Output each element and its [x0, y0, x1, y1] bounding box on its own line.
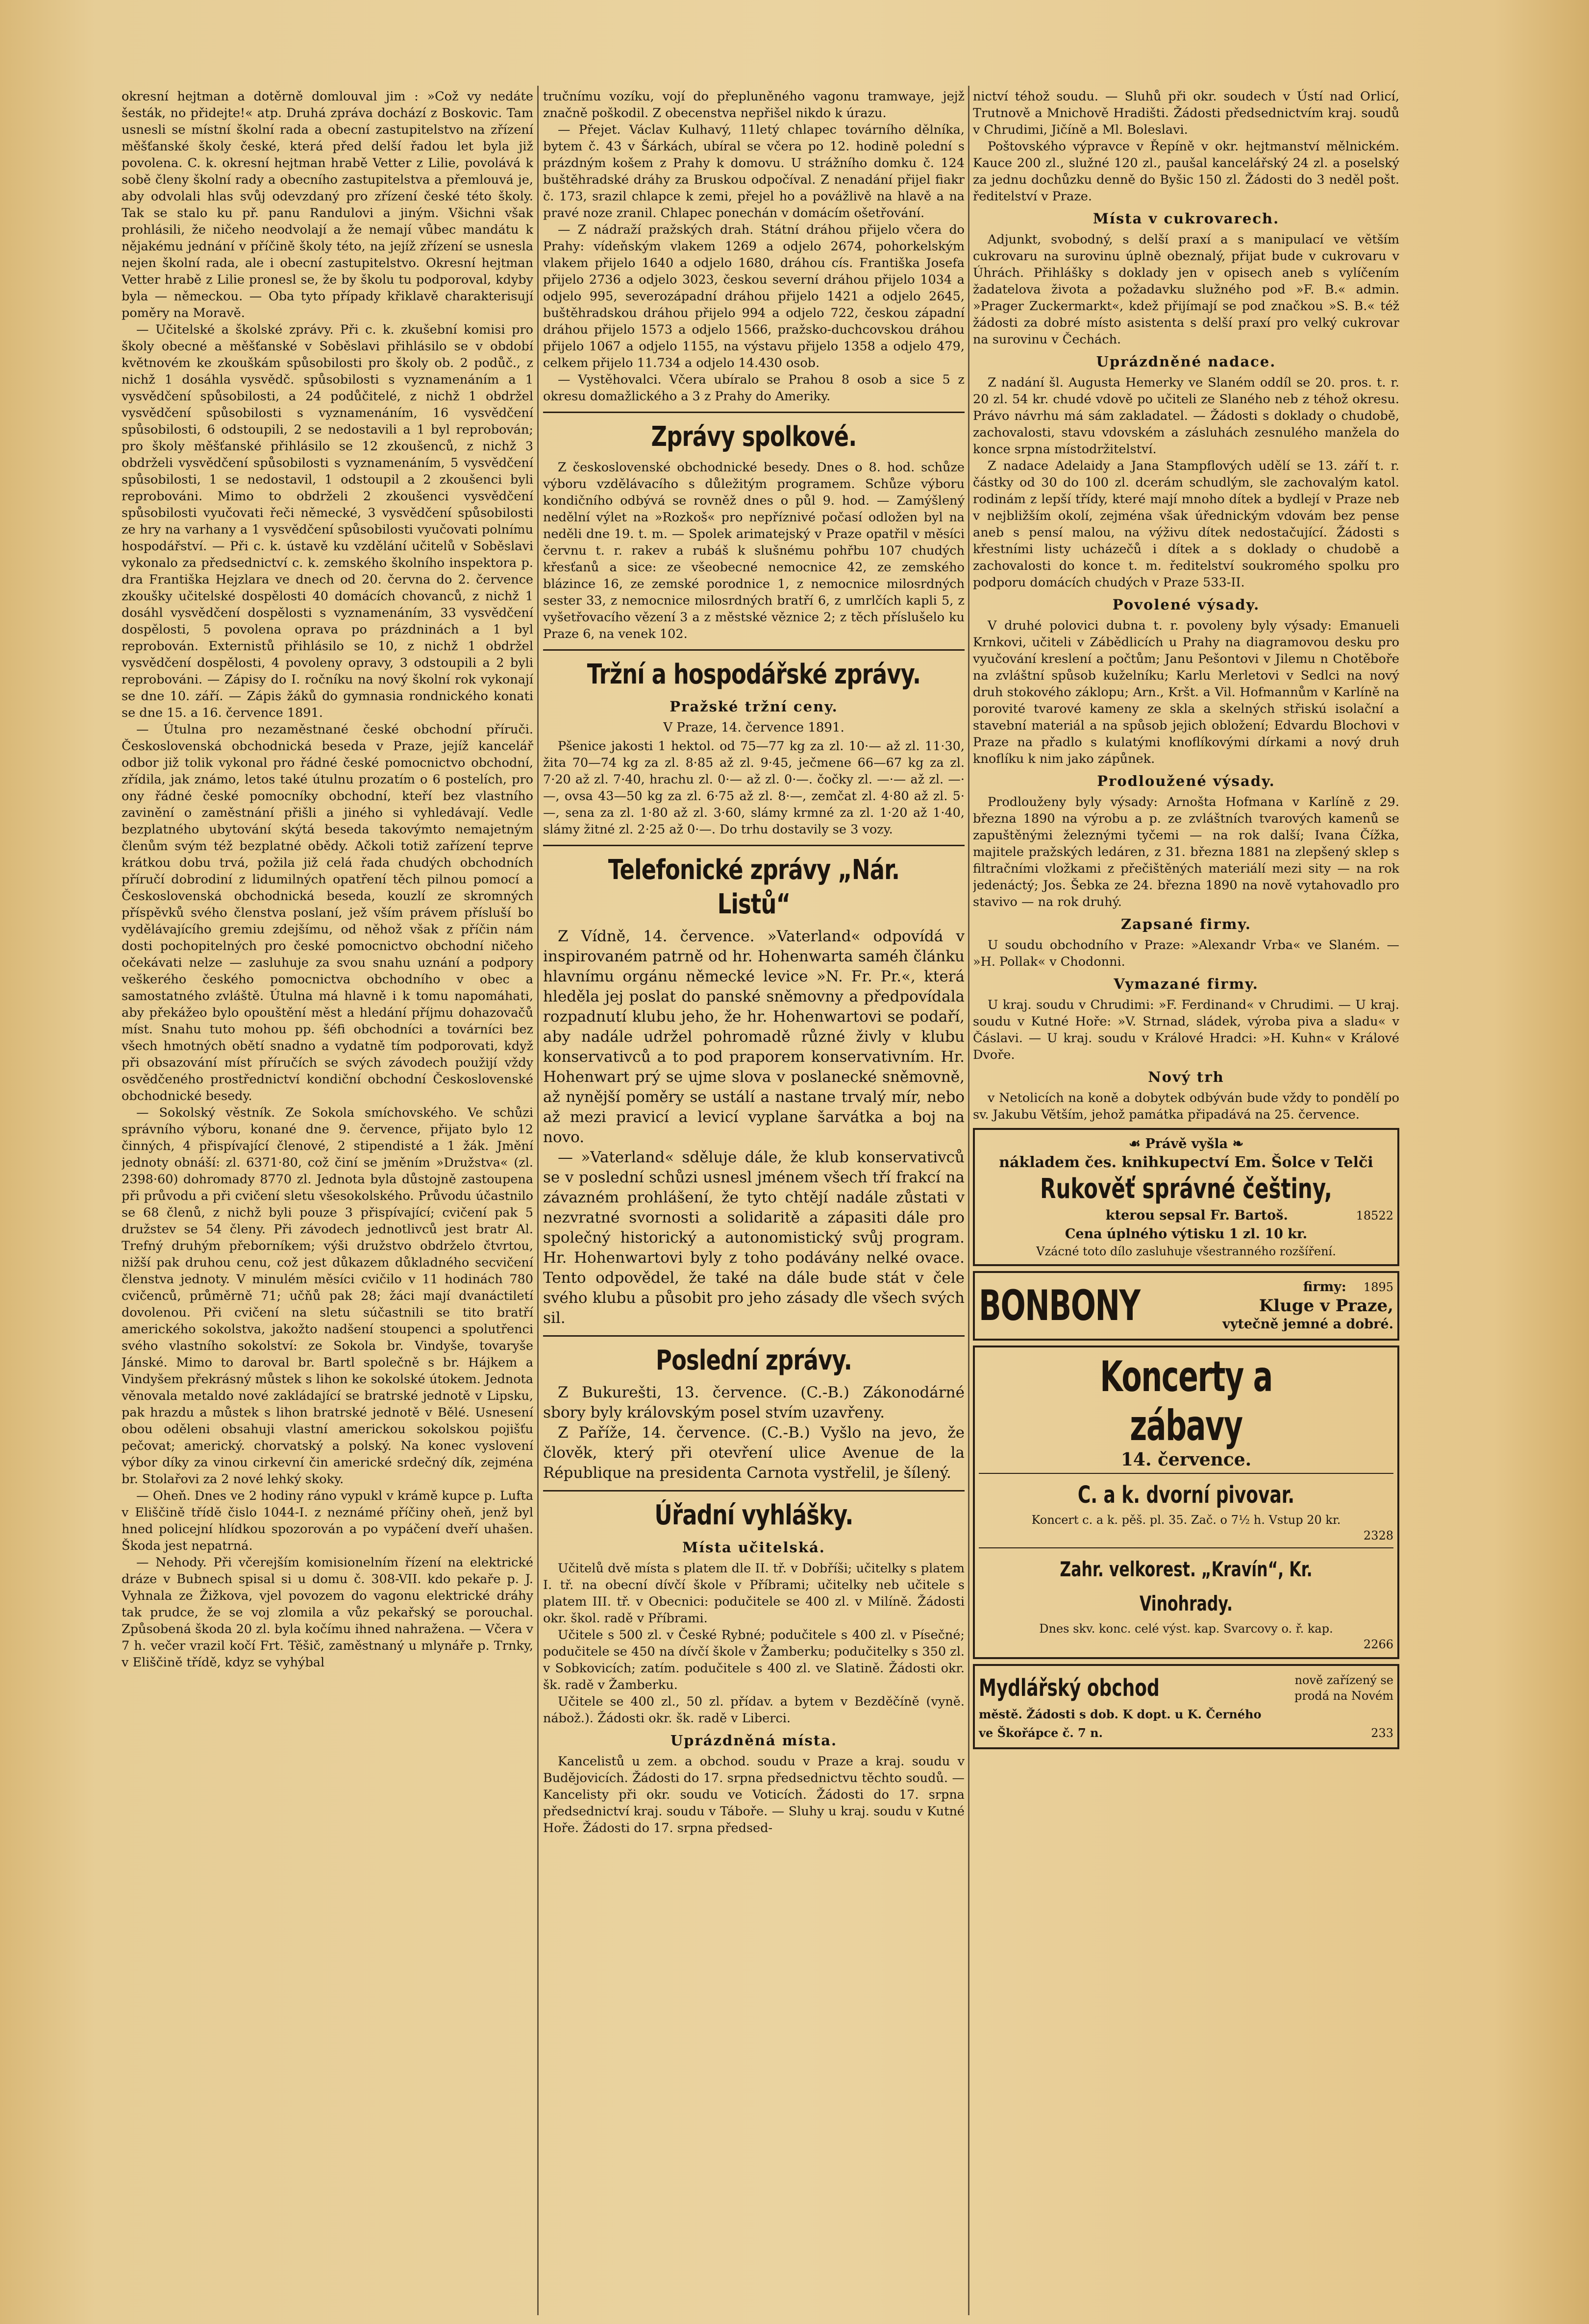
article-text: v Netolicích na koně a dobytek odbýván bude vždy to pondělí po sv. Jakubu Větším, jehož památka připadává na 25. července.: [973, 1091, 1399, 1122]
section-heading: Telefonické zprávy „Nár. Listů“: [608, 854, 900, 920]
subheading: Místa učitelská.: [682, 1539, 825, 1556]
ad-line: nákladem čes. knihkupectví Em. Šolce v Telči: [999, 1154, 1373, 1171]
article-text: Učitele s 500 zl. v České Rybné; podučitele s 400 zl. v Písečné; podučitele se 450 na dívčí škole v Žamberku; podučitelky s 350 zl. v Sobkovicích; zatím. podučitele s 400 zl. ve Slatině. Žádosti okr. šk. radě v Žamberku.: [543, 1628, 965, 1692]
article-text: Z československé obchodnické besedy. Dnes o 8. hod. schůze výboru vzdělávacího s důležitým programem. Schůze výboru kondičního odbývá se rovněž dnes o půl 9. hod. — Zamýšlený nedělní výlet na »Rozkoš« pro nepříznivé počasí odložen byl na neděli dne 19. t. m. — Spolek arimatejský v Praze opatřil v měsíci červnu t. r. rakev a rubáš k slušnému pohřbu 107 chudých křesťanů a sice: ze všeobecné nemocnice 42, ze zemského blázince 16, ze zemské porodnice 1, z nemocnice milosrdných sester 33, z nemocnice milosrdných bratří 6, z umrlčích kapli 5, z vyšetřovacího vězení 3 a z městské věznice 2; z těch příslušelo ku Praze 6, na venek 102.: [543, 460, 965, 641]
article-text: Učitelů dvě místa s platem dle II. tř. v Dobříši; učitelky s platem I. tř. na obecní dívčí škole v Příbrami; učitelky neb učitele s platem III. tř. v Obecnici: podučitele se 400 zl. v Milíně. Žádosti okr. škol. radě v Příbrami.: [543, 1561, 965, 1626]
ad-row: [979, 1671, 1393, 1705]
ad-number: 1895: [1363, 1280, 1393, 1294]
article-text: — Sokolský věstník. Ze Sokola smíchovského. Ve schůzi správního výboru, konané dne 9. července, přijato bylo 12 činných, 4 přispívající členové, 2 stipendisté a 1 žák. Jmění jednoty obnáší: zl. 6371·80, což činí se jměním »Družstva« (zl. 2398·60) dohromady 8770 zl. Jednota byla důstojně zastoupena při průvodu a při cvičení sletu všesokolského. Průvodu účastnilo se 68 členů, z nichž byli pouze 3 přispívající; cvičení pak 5 družstev se 54 členy. Při závodech jednotlivců jest bratr Al. Trefný druhým přeborníkem; výši družstvo obdrželo čtvrtou, nižší pak druhou cenu, což jest důkazem důkladného secvičení členstva jednoty. V minulém měsíci cvičilo v 11 hodinách 780 cvičenců, průměrně 71; učňů pak 28; žáci mají dvanáctiletí dovolenou. Při cvičení na sletu súčastnili se tito bratří amerického sokolstva, jakožto nadšení stoupenci a spolutřenci svého vlastního sokolství: ze Sokola br. Vindyše, tovaryše Jánské. Mimo to daroval br. Bartl společně s br. Hájkem a Vindyšem překrásný můstek s lihon ke sokolské útokem. Jednota věnovala metaldo nové zakládající se bratrské jednotě v Lipsku, pak hrazdu a můstek s lihon bratrské jednotě v Bělé. Usnesení obou oděleni obsahuji vlastní americkou sokolskou pojišťu pečovat; americký. chorvatský a polský. Na konec vyslovení výbor díky za vinou cirkevní čin americké srdečný dík, zejména br. Stolařovi za 2 nové lehký skoky.: [122, 1105, 533, 1487]
section-heading: Úřadní vyhlášky.: [654, 1499, 853, 1531]
subheading: Pražské tržní ceny.: [670, 698, 838, 715]
ad-line: nově zařízený se: [1294, 1673, 1393, 1687]
ad-line: ve Škořápce č. 7 n.: [979, 1726, 1103, 1740]
ad-line: kterou sepsal Fr. Bartoš.: [1105, 1208, 1288, 1223]
divider: [543, 412, 965, 413]
article-text: Z Paříže, 14. července. (C.-B.) Vyšlo na jevo, že člověk, který při otevření ulice Avenue de la République na presidenta Carnota vystřelil, je šílený.: [543, 1424, 965, 1482]
subheading: Zapsané firmy.: [1120, 916, 1252, 932]
ad-line: Cena úplného výtisku 1 zl. 10 kr.: [1065, 1226, 1308, 1242]
ad-line: prodá na Novém: [1294, 1689, 1393, 1703]
article-text: U kraj. soudu v Chrudimi: »F. Ferdinand« v Chrudimi. — U kraj. soudu v Kutné Hoře: »V. Strnad, sládek, výroba piva a sladu« v Čáslavi. — U kraj. soudu v Králové Hradci: »H. Kuhn« v Králové Dvoře.: [973, 998, 1399, 1062]
ad-title: Rukověť správné češtiny,: [1040, 1173, 1332, 1205]
divider: [979, 1547, 1393, 1548]
section-heading: Zprávy spolkové.: [651, 421, 857, 453]
article-text: Pšenice jakosti 1 hektol. od 75—77 kg za zl. 10·— až zl. 11·30, žita 70—74 kg za zl. 8·85 až zl. 9·45, ječmene 66—67 kg za zl. 7·20 až zl. 7·40, hrachu zl. 0·— až zl. 0·—. čočky zl. —·— až zl. —·—, ovsa 43—50 kg za zl. 6·75 až zl. 8·—, zemčat zl. 4·80 až zl. 5·—, sena za zl. 1·80 až zl. 3·60, slámy krmné za zl. 1·20 až 1·40, slámy žitné zl. 2·25 až 0·—. Do trhu dostavily se 3 vozy.: [543, 739, 965, 837]
article-text: Učitele se 400 zl., 50 zl. přídav. a bytem v Bezděčíně (vyně. nábož.). Žádosti okr. šk. radě v Liberci.: [543, 1694, 965, 1726]
article-text: — Učitelské a školské zprávy. Při c. k. zkušební komisi pro školy obecné a měšťanské v Soběslavi přihlásilo se v období květnovém ke zkouškám spůsobilosti pro školy ob. 2 podůč., z nichž 1 dosáhla vysvědč. spůsobilosti s vyznamenáním a 1 vysvědčení spůsobilosti, a 24 podůčitelé, z nichž 1 obdržel vysvědčení spůsobilosti s vyznamenáním, 16 vysvědčení spůsobilosti, 6 odstoupili, 2 se nedostavili a 1 byl reprobován; pro školy měšťanské přihlásilo se 12 zkoušenců, z nichž 3 obdrželi vysvědčení spůsobilosti s vyznamenáním, 5 vysvědčení spůsobilosti, 1 se nedostavil, 1 odstoupil a 2 zkoušenci byli reprobováni. Mimo to obdrželi 2 zkoušenci vysvědčení spůsobilosti vyučovati řeči německé, 3 vysvědčení spůsobilosti ze hry na varhany a 1 vysvědčení spůsobilosti vyučovati polnímu hospodářství. — Při c. k. ústavě ku vzdělání učitelů v Soběslavi vykonalo za předsednictví c. k. zemského školního inspektora p. dra Františka Hejzlara ve dnech od 20. června do 2. července zkoušky učitelské dospělosti 40 domácích chovanců, z nichž 1 dosáhl vysvědčení dospělosti s vyznamenáním, 33 vysvědčení dospělosti, 5 povolena oprava po prázdninách a 1 byl reprobován. Externistů přihlásilo se 10, z nichž 1 obdržel vysvědčení dospělosti, 4 povoleny opravy, 3 odstoupili a 2 byli reprobováni. — Zápisy do I. ročníku na nový školní rok vykonají se dne 10. září. — Zápis žáků do gymnasia rondnického konati se dne 15. a 16. července 1891.: [122, 322, 533, 720]
ad-line: Kluge v Praze,: [1259, 1296, 1393, 1316]
ad-number: 2266: [1363, 1638, 1393, 1651]
ad-row: [979, 1206, 1393, 1225]
article-text: V druhé polovici dubna t. r. povoleny byly výsady: Emanueli Krnkovi, učiteli v Zábědlicích u Prahy na diagramovou desku pro vyučování kreslení a počtům; Janu Pešontovi v Jilemu n Chotěboře na zvláštní spůsob kuželníku; Karlu Merletovi v Sedlci na nový druh stokového záklopu; Arn., Kršt. a Vil. Hofmannům v Karlíně na porovité tvarové kameny ze skla a skelných střiskú isolační a stavební materiál a na spůsob jejich obložení; Edvardu Blochovi v Praze na přadlo s kulatými knoflíkovými dírkami a nový druh knoflíku k nim jako zápůnek.: [973, 618, 1399, 766]
article-text: nictví téhož soudu. — Sluhů při okr. soudech v Ústí nad Orlicí, Trutnově a Mnichově Hradišti. Žádosti předsednictvím kraj. soudů v Chrudimi, Jičíně a Ml. Boleslavi.: [973, 89, 1399, 137]
subheading: Prodloužené výsady.: [1097, 773, 1275, 789]
column-2: [543, 88, 965, 2313]
ad-line: ☙ Právě vyšla ❧: [1128, 1136, 1244, 1151]
article-text: Z nadání šl. Augusta Hemerky ve Slaném oddíl se 20. pros. t. r. 20 zl. 54 kr. chudé vdově po učiteli ze Slaného neb z téhož okresu. Právo návrhu má sám zakladatel. — Žádosti s doklady o chudobě, zachovalosti, stavu vdovském a zásluhách zesnulého manžela do konce srpna místodržitelství.: [973, 375, 1399, 457]
article-text: tručnímu vozíku, vojí do přepluněného vagonu tramwaye, jejž značně poškodil. Z obecenstva nepřišel nikdo k úrazu.: [543, 89, 965, 121]
article-text: Adjunkt, svobodný, s delší praxí a s manipulací ve větším cukrovaru na surovinu úplně obeznalý, přijat bude v cukrovaru v Úhrách. Přihlášky s doklady jen v opisech aneb s vylíčením žadatelova života a požadavku služného pod »F. B.« admin. »Prager Zuckermarkt«, kdež přijímají se pod značkou »S. B.« též žádosti za dobré místo asistenta s delší praxí pro velký cukrovar na surovinu v Čechách.: [973, 232, 1399, 347]
ad-title: BONBONY: [979, 1281, 1140, 1330]
column-3: [973, 88, 1399, 2313]
ad-line: 14. července.: [1120, 1449, 1252, 1470]
article-text: — Z nádraží pražských drah. Státní dráhou přijelo včera do Prahy: vídeňským vlakem 1269 a odjelo 2674, pohorkelským vlakem přijelo 1640 a odjelo 1680, dráhou cís. Františka Josefa přijelo 2736 a odjelo 3023, českou severní dráhou přijelo 1034 a odjelo 995, severozápadní dráhou přijelo 1421 a odjelo 2645, buštěhradskou dráhou přijelo 994 a odjelo 722, českou západní dráhou přijelo 1573 a odjelo 1566, pražsko-duchcovskou dráhou přijelo 1067 a odjelo 1155, na výstavu přijelo 1358 a odjelo 479, celkem přijelo 11.734 a odjelo 14.430 osob.: [543, 222, 965, 370]
ad-row: [979, 1724, 1393, 1742]
article-text: Z Bukurešti, 13. července. (C.-B.) Zákonodárné sbory byly královským posel stvím uzavřeny.: [543, 1384, 965, 1421]
article-text: Z nadace Adelaidy a Jana Stampflových udělí se 13. září t. r. částky od 30 do 100 zl. dcerám schudlým, sle zachovalým katol. rodinám z lepší třídy, které mají mnoho dítek a bydlejí v Praze neb v nejbližším okolí, zejména však úřednickým vdovám bez pense aneb s pensí malou, na výživu dítek nedostačující. Žádosti s křestními listy ucházečů i dítek a s doklady o chudobě a zachovalosti do konce t. m. ředitelství soukromého spolku pro podporu domácích chudých v Praze 533-II.: [973, 459, 1399, 590]
column-rule: [968, 86, 969, 2315]
ad-title: Koncerty a zábavy: [1100, 1352, 1272, 1450]
article-text: Prodlouženy byly výsady: Arnošta Hofmana v Karlíně z 29. března 1890 na výrobu a p. ze zvláštních tvarových kamenů se zapuštěnými železnými tyčemi — na rok další; Ivana Čížka, majitele pražských ledáren, z 31. března 1881 na zlepšený sklep s filtračními vložkami z přečištěných materiálí mezi sity — na rok jedenáctý; Jos. Šebka ze 24. března 1890 na nově vytahovadlo pro stavivo — na rok druhý.: [973, 795, 1399, 909]
article-text: — Přejet. Václav Kulhavý, 11letý chlapec továrního dělníka, bytem č. 43 v Šárkách, ubíral se včera po 12. hodině polední s prázdným košem z Prahy k domovu. U strážního domku č. 124 buštěhradské dráhy za Bruskou odpočíval. Z nenadání přijel fiakr č. 173, srazil chlapce k zemi, přejel ho a povážlivě na hlavě a na pravé noze zranil. Chlapec ponechán v domácím ošetřování.: [543, 122, 965, 220]
ad-line: vytečně jemné a dobré.: [1222, 1317, 1393, 1332]
article-text: okresní hejtman a dotěrně domlouval jim : »Což vy nedáte šesták, no přidejte!« atp. Druhá zpráva dochází z Boskovic. Tam usnesli se místní školní rada a obecní zastupitelstvo na zřízení měšťanské školy české, která před delší řadou let byla již povolena. C. k. okresní hejtman hrabě Vetter z Lilie, povolává k sobě členy školní rady a obecního zastupitelstva a přemlouvá je, aby odvolali hlas svůj odevzdaný pro zřízení české této školy. Tak se stalo ku př. panu Randulovi a jiným. Všichni však prohlásili, že ničeho neodvolají a že nemají vůbec mandátu k nějakému jednání v příčině školy této, na jejíž zřízení se usnesla nejen školní rada, ale i obecní zastupitelstvo. Okresní hejtman Vetter hrabě z Lilie pronesl se, že by školu tu podporoval, kdyby byla — německou. — Oba tyto případy křiklavě charakterisují poměry na Moravě.: [122, 89, 533, 320]
ad-number: 18522: [1356, 1209, 1393, 1223]
article-text: — Útulna pro nezaměstnané české obchodní příruči. Československá obchodnická beseda v Praze, jejíž kancelář odbor již tolik vykonal pro řádné české pomocnictvo obchodní, zřídila, jak známo, letos také útulnu prozatím o 6 postelích, pro ony řádné české pomocníky obchodní, kteří bez vlastního zavinění o zaměstnání přišli a jiného si vyhledávají. Vedle bezplatného ubytování skýtá beseda takovýmto nemajetným členům svým též bezplatné obědy. Ačkoli totiž zařízení teprve krátkou dobu trvá, požila již celá řada chudých obchodních příručí dobrodiní z lidumilných opatření těch pilnou pomocí a Československá obchodnická beseda, kouzlí ze skromných příspěvků svého členstva poslaní, jež vším právem přísluší bo vydělávajícího gremiu zdejšímu, od něhož však z příčin nám dosti pochopitelných pro české pomocnictvo obchodní ničeho očekávati nelze — zasluhuje za svou snahu uznání a podpory veškerého českého pomocnictva obchodního v obec a samostatného zvláště. Útulna má hlavně i k tomu napomáhati, aby překážeo bylo opouštění měst a hledání příjmu dohazovačů míst. Snahu tuto mohou pp. šéfi obchodníci a továrníci bez všech hmotných obětí snadno a vydatně tím podporovati, když při obsazování míst příručích se svých závodech použijí vždy osvědčeného prostřednictví kondiční obchodní Československé obchodnické besedy.: [122, 722, 533, 1103]
advertisement-koncerty: [973, 1345, 1399, 1659]
article-text: — Nehody. Při včerejším komisionelním řízení na elektrické dráze v Bubnech spisal si u domu č. 308-VII. kdo pekaře p. J. Vyhnala ze Žižkova, vjel povozem do vagonu elektrické dráhy tak prudce, že se voj zlomila a vůz pekařský se porouchal. Způsobená škoda 20 zl. byla kočímu ihned nahražena. — Včera v 7 h. večer vrazil kočí Frt. Těšič, zaměstnaný u mlynáře p. Trnky, v Eliščině třídě, kdyz se vyhýbal: [122, 1555, 533, 1670]
ad-line: Dnes skv. konc. celé výst. kap. Svarcovy o. ř. kap.: [1039, 1622, 1333, 1636]
subheading: Povolené výsady.: [1112, 596, 1260, 613]
article-text: Kancelistů u zem. a obchod. soudu v Praze a kraj. soudu v Budějovicích. Žádosti do 17. srpna předsednictvu těchto soudů. — Kancelisty při okr. soudu ve Voticích. Žádosti do 17. srpna předsednictví kraj. soudu v Táboře. — Sluhy u kraj. soudu v Kutné Hoře. Žádosti do 17. srpna předsed-: [543, 1754, 965, 1835]
advertisement-mydlarsky: [973, 1664, 1399, 1749]
ad-line: Koncert c. a k. pěš. pl. 35. Zač. o 7½ h. Vstup 20 kr.: [1031, 1513, 1341, 1527]
ad-line: Vzácné toto dílo zasluhuje všestranného rozšíření.: [1036, 1245, 1336, 1258]
ad-row: [979, 1278, 1393, 1334]
divider: [543, 1335, 965, 1337]
ad-number: 2328: [1363, 1529, 1393, 1542]
article-text: Poštovského výpravce v Řepíně v okr. hejtmanství mělnickém. Kauce 200 zl., služné 120 zl., paušal kancelářský 24 zl. a poselský za jednu dochůzku denně do Byšic 150 zl. Žádosti do 3 neděl pošt. ředitelství v Praze.: [973, 139, 1399, 204]
ad-title: Zahr. velkorest. „Kravín“, Kr. Vinohrady.: [1060, 1557, 1313, 1615]
article-text: Z Vídně, 14. července. »Vaterland« odpovídá v inspirovaném patrně od hr. Hohenwarta saméh článku hlavnímu orgánu německé levice »N. Fr. Pr.«, která hleděla jej poslat do panské sněmovny a předpovídala rozpadnutí klubu jeho, že hr. Hohenwartovi se podaří, aby nadále udržel pohromadě různé živly v klubu konservativců a to pod praporem konservativním. Hr. Hohenwart prý se ujme slova v poslanecké sněmovně, až nynější poměry se ustálí a nastane trvalý mír, nebo až mezi pravicí a levicí vyplane šarvátka a boj na novo.: [543, 928, 965, 1146]
section-heading: Tržní a hospodářské zprávy.: [587, 659, 921, 690]
column-rule: [537, 86, 539, 2315]
article-text: — Oheň. Dnes ve 2 hodiny ráno vypukl v krámě kupce p. Lufta v Eliščině třídě čislo 1044-I. z neznámé příčiny oheň, jenž byl hned policejní hlídkou spozorován a po vypáčení dveří uhašen. Škoda jest nepatrná.: [122, 1489, 533, 1553]
article-text: — Vystěhovalci. Včera ubíralo se Prahou 8 osob a sice 5 z okresu domažlického a 3 z Prahy do Ameriky.: [543, 372, 965, 404]
advertisement-rukovet: [973, 1128, 1399, 1266]
ad-title: C. a k. dvorní pivovar.: [1077, 1481, 1295, 1509]
subheading: Vymazané firmy.: [1114, 976, 1259, 992]
ad-title: Mydlářský obchod: [979, 1674, 1160, 1702]
subheading: Nový trh: [1148, 1069, 1224, 1085]
section-heading: Poslední zprávy.: [656, 1345, 852, 1376]
article-text: U soudu obchodního v Praze: »Alexandr Vrba« ve Slaném. — »H. Pollak« v Chodonni.: [973, 938, 1399, 969]
column-1: [122, 88, 533, 2313]
divider: [543, 845, 965, 846]
ad-number: 233: [1371, 1726, 1393, 1740]
advertisement-bonbony: [973, 1271, 1399, 1341]
divider: [543, 1490, 965, 1492]
subheading: Místa v cukrovarech.: [1092, 210, 1280, 227]
subheading: Uprázdněná místa.: [670, 1732, 838, 1749]
dateline: V Praze, 14. července 1891.: [663, 720, 844, 735]
ad-line: městě. Žádosti s dob. K dopt. u K. Černého: [979, 1707, 1262, 1721]
article-text: — »Vaterland« sděluje dále, že klub konservativců se v poslední schůzi usnesl jménem všech tří frakcí na závazném prohlášení, že tyto chtějí nadále zůstati v nezvratné svornosti a solidaritě a zápasiti dále pro společný historický a autonomistický svůj program. Hr. Hohenwartovi byly z toho podávány nelké ovace. Tento odpovědel, že také na dále bude stát v čele svého klubu a působit pro jeho zásady dle všech svých sil.: [543, 1149, 965, 1327]
subheading: Uprázdněné nadace.: [1096, 353, 1276, 370]
divider: [979, 1473, 1393, 1474]
divider: [543, 649, 965, 651]
ad-line: firmy:: [1303, 1279, 1346, 1295]
